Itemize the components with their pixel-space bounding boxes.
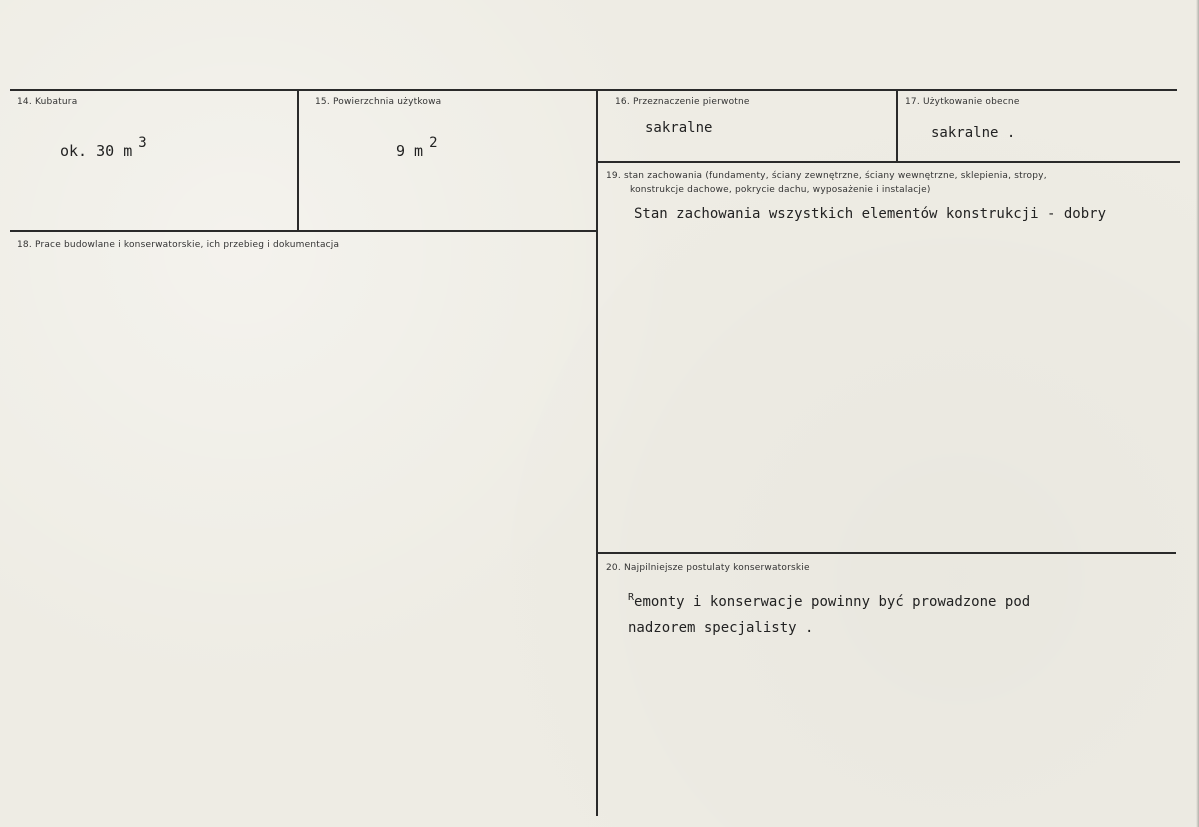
label-kubatura: 14. Kubatura xyxy=(17,97,78,107)
label-postulaty: 20. Najpilniejsze postulaty konserwatorskie xyxy=(606,563,810,573)
label-przeznaczenie: 16. Przeznaczenie pierwotne xyxy=(615,97,750,107)
value-powierzchnia-main: 9 m xyxy=(396,142,424,160)
label-stan-zachowania-2: konstrukcje dachowe, pokrycie dachu, wyposażenie i instalacje) xyxy=(630,185,931,195)
value-kubatura xyxy=(60,135,147,160)
divider-16-17 xyxy=(896,89,898,162)
rule-under-16-17 xyxy=(598,161,1180,163)
main-column-divider xyxy=(596,89,598,816)
top-rule xyxy=(10,89,1177,91)
label-powierzchnia: 15. Powierzchnia użytkowa xyxy=(315,97,442,107)
value-postulaty-line2: nadzorem specjalisty . xyxy=(628,620,814,636)
value-powierzchnia-sup: 2 xyxy=(429,135,438,151)
value-stan-zachowania: Stan zachowania wszystkich elementów konstrukcji - dobry xyxy=(634,206,1107,222)
label-prace-budowlane: 18. Prace budowlane i konserwatorskie, ich przebieg i dokumentacja xyxy=(17,240,340,250)
divider-14-15 xyxy=(297,89,299,231)
value-kubatura-sup: 3 xyxy=(138,135,147,151)
value-powierzchnia xyxy=(396,135,438,160)
label-stan-zachowania-1: 19. stan zachowania (fundamenty, ściany zewnętrzne, ściany wewnętrzne, sklepienia, stropy, xyxy=(606,171,1047,181)
rule-under-14-15 xyxy=(10,230,596,232)
value-postulaty-line1-text: emonty i konserwacje powinny być prowadzone pod xyxy=(634,594,1031,610)
value-uzytkowanie: sakralne . xyxy=(931,125,1016,141)
value-postulaty-initial: R xyxy=(628,592,635,603)
label-uzytkowanie: 17. Użytkowanie obecne xyxy=(905,97,1020,107)
value-postulaty-line1 xyxy=(628,594,1030,610)
value-przeznaczenie: sakralne xyxy=(645,120,713,136)
value-kubatura-main: ok. 30 m xyxy=(60,142,133,160)
rule-above-20 xyxy=(596,552,1176,554)
